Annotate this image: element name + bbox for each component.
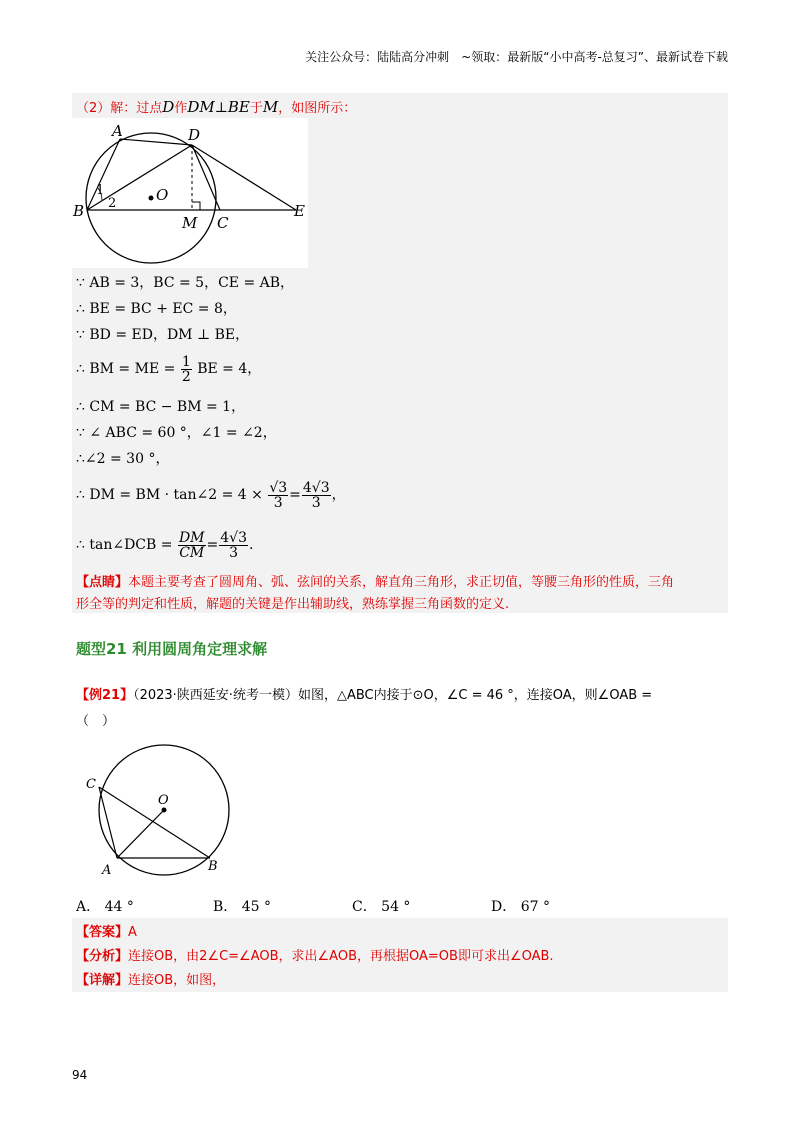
label-a: A	[112, 122, 123, 140]
label-angle-1: 1	[96, 183, 105, 198]
label-o: O	[156, 186, 169, 204]
detail-tag: 【详解】	[76, 973, 129, 988]
intro-perp: ⊥	[214, 100, 228, 116]
fraction-one-half: $\frac{1}{2}$	[181, 353, 191, 385]
intro-point-d: D	[162, 98, 175, 116]
fraction-4sqrt3-over-3: $\frac{4√3}{3}$	[302, 479, 330, 511]
label-b: B	[73, 202, 85, 220]
example-text: 【例21】（2023·陕西延安·统考一模）如图，△ABC内接于⊙O，∠C = 46 °，连接OA，则∠OAB =	[76, 688, 653, 703]
solution-line-7: ∴∠2 = 30 °，	[76, 451, 170, 467]
solution-line-5: ∴ CM = BC − BM = 1，	[76, 399, 246, 415]
section-title: 题型21 利用圆周角定理求解	[76, 640, 268, 658]
example-tag: 【例21】	[76, 688, 134, 703]
label-m: M	[182, 214, 198, 232]
example-blank: （ ）	[76, 714, 116, 729]
option-a[interactable]: A． 44 °	[76, 899, 134, 915]
intro-dm: DM	[187, 98, 215, 116]
detail-line: 【详解】连接OB，如图，	[76, 973, 226, 988]
example-label-o: O	[158, 793, 169, 808]
solution-intro	[76, 96, 356, 118]
intro-yu: 于	[249, 101, 263, 116]
comment-line-2: 形全等的判定和性质，解题的关键是作出辅助线，熟练掌握三角函数的定义.	[76, 597, 510, 612]
answer-value: A	[128, 925, 137, 940]
intro-m: M	[262, 98, 279, 116]
comment-tag: 【点睛】	[76, 575, 129, 590]
label-e: E	[294, 202, 305, 220]
example-label-b: B	[208, 859, 218, 874]
solution-line-2: ∴ BE = BC + EC = 8，	[76, 301, 237, 317]
fraction-dm-over-cm: $\frac{DM}{CM}$	[178, 529, 205, 561]
answer-line	[76, 922, 137, 944]
example-label-a: A	[102, 863, 112, 878]
intro-mid: 作	[174, 101, 188, 116]
analysis-line: 【分析】连接OB，由2∠C=∠AOB，求出∠AOB，再根据OA=OB即可求出∠OAB.	[76, 949, 554, 964]
solution-line-9: ∴ tan∠DCB = $\frac{DM}{CM}$ = $\frac{4√3}{3}$ .	[76, 529, 254, 561]
fraction-sqrt3-over-3: $\frac{√3}{3}$	[269, 479, 288, 511]
analysis-tag: 【分析】	[76, 949, 129, 964]
intro-suffix: ，如图所示：	[278, 101, 357, 116]
page-number: 94	[72, 1068, 88, 1082]
solution-line-3: ∵ BD = ED，DM ⊥ BE，	[76, 327, 250, 343]
solution-line-4: ∴ BM = ME = $\frac{1}{2}$ BE = 4，	[76, 353, 262, 385]
answer-tag: 【答案】	[76, 925, 129, 940]
label-c: C	[217, 214, 229, 232]
circle-figure-1	[72, 118, 308, 268]
circle-figure-2	[82, 742, 242, 882]
option-b[interactable]: B． 45 °	[213, 899, 272, 915]
solution-line-1: ∵ AB = 3，BC = 5，CE = AB，	[76, 275, 295, 291]
label-d: D	[188, 126, 201, 144]
comment-line-1: 【点睛】本题主要考查了圆周角、弧、弦间的关系，解直角三角形，求正切值，等腰三角形的性质，三角	[76, 575, 675, 590]
option-c[interactable]: C． 54 °	[352, 899, 411, 915]
page-header: 关注公众号：陆陆高分冲刺 ~领取：最新版“小中高考-总复习”、最新试卷下载	[305, 50, 728, 64]
fraction-4sqrt3-over-3-b: $\frac{4√3}{3}$	[220, 529, 247, 561]
option-d[interactable]: D． 67 °	[491, 899, 550, 915]
label-angle-2: 2	[108, 196, 117, 211]
intro-prefix: （2）解：过点	[76, 101, 163, 116]
intro-be: BE	[227, 98, 250, 116]
solution-line-6: ∵ ∠ ABC = 60 °，∠1 = ∠2，	[76, 425, 277, 441]
solution-line-8: ∴ DM = BM · tan∠2 = 4 × $\frac{√3}{3}$ = $\frac{4√3}{3}$ ，	[76, 479, 346, 511]
example-label-c: C	[86, 777, 96, 792]
